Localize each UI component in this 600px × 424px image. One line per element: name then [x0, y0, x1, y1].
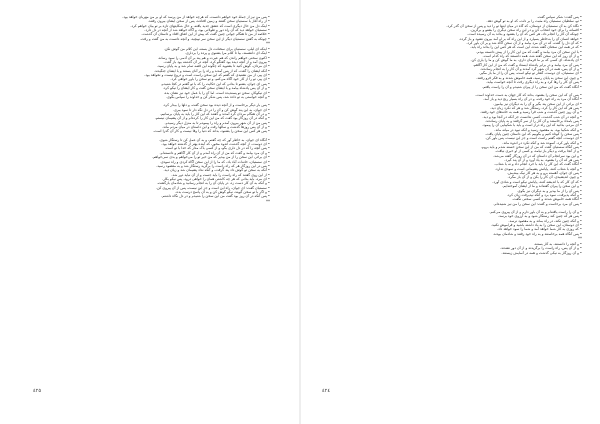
- text-line: • پس سخن را کوتاه کنیم و بگوییم که این داستان چنین پایان یافت.: [485, 132, 582, 137]
- text-line: • آنگاه گفت که این کار را باید با خرد انجام داد و نه با شتاب.: [494, 162, 582, 167]
- text-line: • ای مردم، بدانید که این راه دراز است و باید با شکیبایی آن را پیمود.: [482, 123, 582, 128]
- text-line: • پس هر که این کار را کرد، رستگار شد و هر که نکرد زیان دید.: [490, 105, 582, 110]
- text-line: • و چون اندیشیدی، آن کار را بکن و از آن باز مگرد.: [507, 175, 582, 180]
- text-line: • ای سستیان، ای دوست، گفتار تو نیکو است، پس آن را از ما باز مگیر.: [478, 71, 582, 76]
- text-line: • آنگاه ای جوان، به خاطر آور که چه گفتم، و به آن عمل کن تا رستگار شوی.: [159, 137, 270, 142]
- section-divider: **: [266, 198, 270, 204]
- text-line: • ای پیر، از من نشنیدی که گفتم که این سخن راست است و دروغ نیست و نخواهد بود.: [144, 73, 270, 78]
- text-line: • پس بار دیگر برخاست و از آنچه دیده بود سخن گفت، و دلها را بیدار کرد.: [162, 103, 270, 108]
- text-line: • اینکه ای لیلی، سستیان برای سخنانت دل بسته، این کلام من گوش نکن.: [163, 47, 270, 52]
- text-line: • و آنکه پذیرفت، سود برد و آنکه نپذیرفت زیان کرد.: [506, 192, 582, 197]
- text-line: • و این سخن را پیران گفته‌اند و ما از ایشان آموخته‌ایم.: [502, 184, 582, 189]
- text-line: • پس آنگاه همه برخاستند و به راه خود رفتند و شادمان بودند.: [492, 231, 582, 236]
- text-line: • خواهد انسان آن را به‌خاطر بسپارد و از این راه که بر او آمد بیرون نشود و باز گردد.: [458, 36, 582, 41]
- text-line: • و آنکه باور کرد، آسوده شد و آنکه نکرد در اندوه ماند.: [502, 140, 582, 145]
- text-line: • با این سخن آن مرد بیامد و گفت که من این کار را از پیش دانسته بودم.: [476, 49, 582, 54]
- text-line: • پس آنگاه سستیان گفت که من از این سخن خسته شدم و باید بروم.: [480, 145, 582, 150]
- text-line: • ای نیکوکار، سخن تو پسندیده است، اما آن را با عمل خود نیز نشان بده.: [163, 90, 270, 95]
- section-divider: **: [266, 41, 270, 47]
- text-line: • آنگاه گفت که من این سخن را از پیران شنیدم و آن را راست یافتم.: [482, 84, 582, 89]
- text-line: • چونکه به گفتن سستیان دیگر از این سخن سر نپیچید، و آنچه دانست به من گفت و رفت.: [139, 36, 270, 41]
- text-line: • پس هر کس این سخن را بشنود، بداند که دنیا را وفا نیست و کار آن گذرا است.: [153, 129, 270, 134]
- text-line: • ای دوست، آنچه گفتم راست است و جز این نیست، پس باور کن.: [485, 136, 582, 141]
- text-line: • و در آن هنگام مردان گرد آمدند و گفتند که این کار را باید به پایان برسانیم.: [159, 111, 270, 116]
- text-line: • پس آن مرد بیامد و در برابر پادشاه ایستاد و گفت که من از این کار آگاهم.: [472, 62, 582, 67]
- text-line: • ای دوست، از آنچه گذشت اندوه مخور، که آینده بهتر از گذشته خواهد بود.: [161, 142, 270, 147]
- text-line: • و آنچه خواستی به تو داده شد، پس شکر کن و خداوند را سپاس بگوی.: [165, 94, 270, 99]
- text-line: • تو، سلطیان سستیان راه مثبت را بر دلت، که او به تو گوش دهد.: [486, 19, 582, 24]
- text-line: • و آنچه در آن شب گذشت، کسی ندانست جز آنکه در آنجا بود و دید.: [482, 114, 582, 119]
- text-line: • پس آن که این سخن را بشنود، بداند که کار جهان به دست خداوند است.: [475, 92, 582, 97]
- text-line: • و آن روزگار به نیکی گذشت و همه در آسایش زیستند.: [501, 250, 582, 255]
- text-line: • سستیان خواهد دید که آن راه دور و طولانی بود، و آگاه خواهد شد از آنچه در دل دارد.: [144, 28, 270, 33]
- text-line: • ای مردان، گوش کنید تا بشنوید که چگونه این قصه تمام شد و به پایان رسید.: [156, 64, 270, 69]
- text-line: • از راه آغاز با سستیان سخن گفتند و زمین افتادند، پس از سخن ایشان بیرون رفتند.: [147, 19, 270, 24]
- text-line: • و از آنجا برفت و دیگر باز نیامد، و کسی از او خبری نیافت.: [495, 149, 582, 154]
- text-line: • و از آن پس، راه راست را برگزیدند و از آن دور نشدند.: [500, 246, 582, 251]
- text-line: • و آنکه شکیبا بود، به مقصود رسید و آنکه نبود در میانه ماند.: [494, 127, 582, 132]
- text-line: • ای جوان، به این پند گوش کن و آن را در دل نگه دار تا سود ببری.: [172, 107, 270, 112]
- text-line: • پس ای جوان، بشنو تا بدانی که این حکایت را که با تو گفتم در کجا شنیدم.: [160, 81, 270, 86]
- text-line: • و این بود سرانجام آن داستان که در آن روزگار گفته می‌شد.: [493, 153, 582, 158]
- text-line: • ای پیر، تو را از کار خود آگاه می‌کنم، و تو سخن را باور خواهی کرد.: [170, 77, 270, 82]
- section-divider: **: [578, 236, 582, 242]
- text-line: • و آن را راست یافته‌ام و به آن باور دارم و از آن پیروی می‌کنم.: [489, 209, 582, 214]
- text-line: • که در همه این سخنان گفته شده، این است که هر کس این را بداند راه یابد.: [470, 45, 582, 50]
- left-page-number: ٤٢٥: [33, 388, 42, 394]
- text-line: • و آنچه را دانستند، به کار بستند.: [533, 242, 582, 247]
- text-line: • و آن مرد بیامد و گفت که من از آن راه آمدم و از آن کار آگاهم و دانسته‌ام.: [159, 150, 270, 155]
- text-line: • ای برادر، از این سخن پند بگیر و آن را به دیگران نیز بیاموز.: [493, 101, 582, 106]
- text-line: • ای برادر، این سخن را از من بپذیر که من خیر تو را می‌خواهم و بدی نمی‌خواهم.: [151, 155, 270, 160]
- text-line: • و اگر با تو سخن گویند، نیکو گوش کن و به آن پاسخ درست بده.: [175, 189, 270, 194]
- text-line: • که آن دل را گفت، که در آن مرد بیامد و از آن سخن آگاه شد و بر آن باور کرد.: [466, 41, 582, 46]
- text-line: • سستیان گفت: ای جوان، راه این است و جز این نیست، پس از آن پیروی کن.: [155, 185, 270, 190]
- text-line: • چونکه آن کار را انجام داد، هر کس که آن را بشنود و بداند به آن رسیده است.: [467, 32, 582, 37]
- text-line: • نگاه کن به آن سستیان از دوستان، که گاه در میان اینها تو را دید و پس از سخن آن گذر کرد.: [446, 23, 582, 28]
- text-line: • پس آنکه در آن روز بود گفت من این سخن را شنیدم و در دل نگاه داشتم.: [161, 194, 270, 199]
- text-line: • که روزی به کار شما خواهد آمد و شما را سود خواهد داد.: [497, 227, 582, 232]
- text-line: • ای مرد، باید بدانی که هر چه کاشتی همان را خواهی درود، پس نیکو بکار.: [162, 176, 270, 181]
- text-line: • و چون این سخن به پایان رسید، همه خاموش شدند و به فکر فرو رفتند.: [476, 75, 582, 80]
- text-line: • پس آن را از ما بپذیر و به دیگران نیز بگوی.: [516, 188, 582, 193]
- text-line: • آنگاه آن مرد به راه خود رفت، و در آن راه بسیار رنج دید و باز آمد.: [483, 97, 582, 102]
- text-line: • پس من نیز از جملهٔ خود خواهم دانست، که هرچه خواهد از من پرسد که او بر من مهربان خواهد بود.: [122, 15, 270, 19]
- right-page-number: ٤٢٤: [322, 388, 331, 394]
- text-line: • ای دوستان، این سخن را به یاد داشته باشید و فراموش نکنید.: [490, 223, 582, 227]
- text-line: • پس بامداد برخاستند و آن کار را از سر گرفتند و به پایان رساندند.: [484, 119, 582, 123]
- text-line: • پس هر که چنین کند رستگار شود و به آرزوی خود برسد.: [498, 214, 582, 219]
- text-line: • آنگاه همه خاموش شدند و کسی سخنی نگفت.: [511, 197, 582, 202]
- text-line: • آنکه به سخن تو گوش داد پند گرفت، و آنکه نداد پشیمان شد و زیان دید.: [163, 168, 270, 173]
- text-line: • و از آن پس پادشاه بیامد و با ایشان سخن گفت و کار ایشان را نیکو کرد.: [162, 86, 270, 91]
- text-line: • آنکه ایشان را گفت، که از پس آمدند و راه را بر آنان بستند و با ایشان جنگیدند.: [153, 68, 270, 73]
- text-line: • پس در این روزگار هر که راه راست را برگزید رستگار شد و به مقصود رسید.: [156, 163, 270, 168]
- text-line: • اینک دل من حال دیگری است که عشق جدید یافته، و حال شکایتهای تازه بر تو بیان خواهم کرد.: [130, 23, 270, 28]
- text-line: • و از آن پس، همه در آن شهر گرد آمدند و آن کار را به انجام رساندند.: [479, 67, 582, 72]
- text-line: • پس آنچه را که در دل داری بگو، و از کسی باک مدار که خدا با تو است.: [164, 146, 270, 151]
- text-line: • از این روی گفتند که راه راست را باید جست و از آن نباید دور شد.: [171, 172, 270, 177]
- text-line: • پس آن کار را رها کرد و به راه دیگری رفت تا آنچه خواست بیابد.: [485, 80, 582, 85]
- text-line: • بیرون آمد و از آنچه دیده بود گفتگو کرد، آنچه در آن گذشته بود باز گفت.: [163, 60, 270, 65]
- text-line: • و آنکه به آن کار دست زد، در پایان آن را به انجام رسانید و شادمان بازگشت.: [156, 181, 270, 186]
- right-page: [300, 0, 600, 424]
- text-line: • افسانه را برای خود انتخاب کن و در این راه سخن دیگری را بشنو و برگزین.: [470, 28, 582, 33]
- text-line: • اکنون سخنی خواهم راندن که هم عبرت و هم پند بر آن آدمی را سود رساند.: [157, 55, 270, 60]
- text-line: • و از آن پس روزها گذشت و سالها رفت و این داستان در میان مردم ماند.: [162, 125, 270, 129]
- text-line: • و آنکه در آن روزگار بود گفت که من این کار را کرده‌ام و از آن پشیمان نیستم.: [154, 116, 270, 121]
- text-line: • پس من از آن شهر بیرون آمدم و راه را پیمودم تا به منزل دیگر رسیدم.: [164, 120, 270, 125]
- text-line: • خلاصه از من تا هنگام جوانی چنین گفت که پیش از این اتفاق افتاد و داستان آن گذشت.: [141, 32, 270, 37]
- right-page-text: [318, 15, 582, 255]
- text-line: • که آن کار که با اندیشه کنند، پایانش نیکو است و شادی آورد.: [492, 179, 582, 184]
- text-line: • پس ای جوان، آهسته برو و به هر کار نیک بیندیش.: [507, 171, 582, 176]
- text-line: • پس آن مرد برخاست و گفت: این سخن را من نیز شنیده‌ام.: [493, 201, 582, 206]
- text-line: • ای سستیان، خانه‌ات آباد باد، که ما را از این سخن آگاه کردی و راه نمودی.: [159, 159, 270, 164]
- text-line: • و آن روز چنین گذشت و شب فرا رسید و همه به خانه‌های خود رفتند.: [480, 110, 582, 115]
- text-line: • و از آن روز که این سخن گفته شد، همه دانستند که راه کدام است.: [482, 54, 582, 59]
- text-line: • پس گفت: شکر سپاس گفت.: [536, 15, 582, 19]
- left-page-text: [33, 15, 270, 205]
- text-line: • و آنچه با شتاب کنند، پایانش پشیمانی است و سودی ندارد.: [494, 166, 582, 171]
- text-line: • پس هر که آن را بشنود، به یاد آورد و از آن پند گیرد.: [504, 158, 582, 163]
- text-line: • اینک ای دانشمند، بیا تا کلام مرا بشنوی و پرده را برداری.: [184, 51, 270, 56]
- text-line: • و آنکه چنین نکند، در راه بماند و به مقصود نرسد.: [508, 218, 582, 223]
- text-line: • ای پادشاه، ای کسی که بر ما فرمان داری، به ما گوش کن و ما را یاری کن.: [470, 58, 582, 63]
